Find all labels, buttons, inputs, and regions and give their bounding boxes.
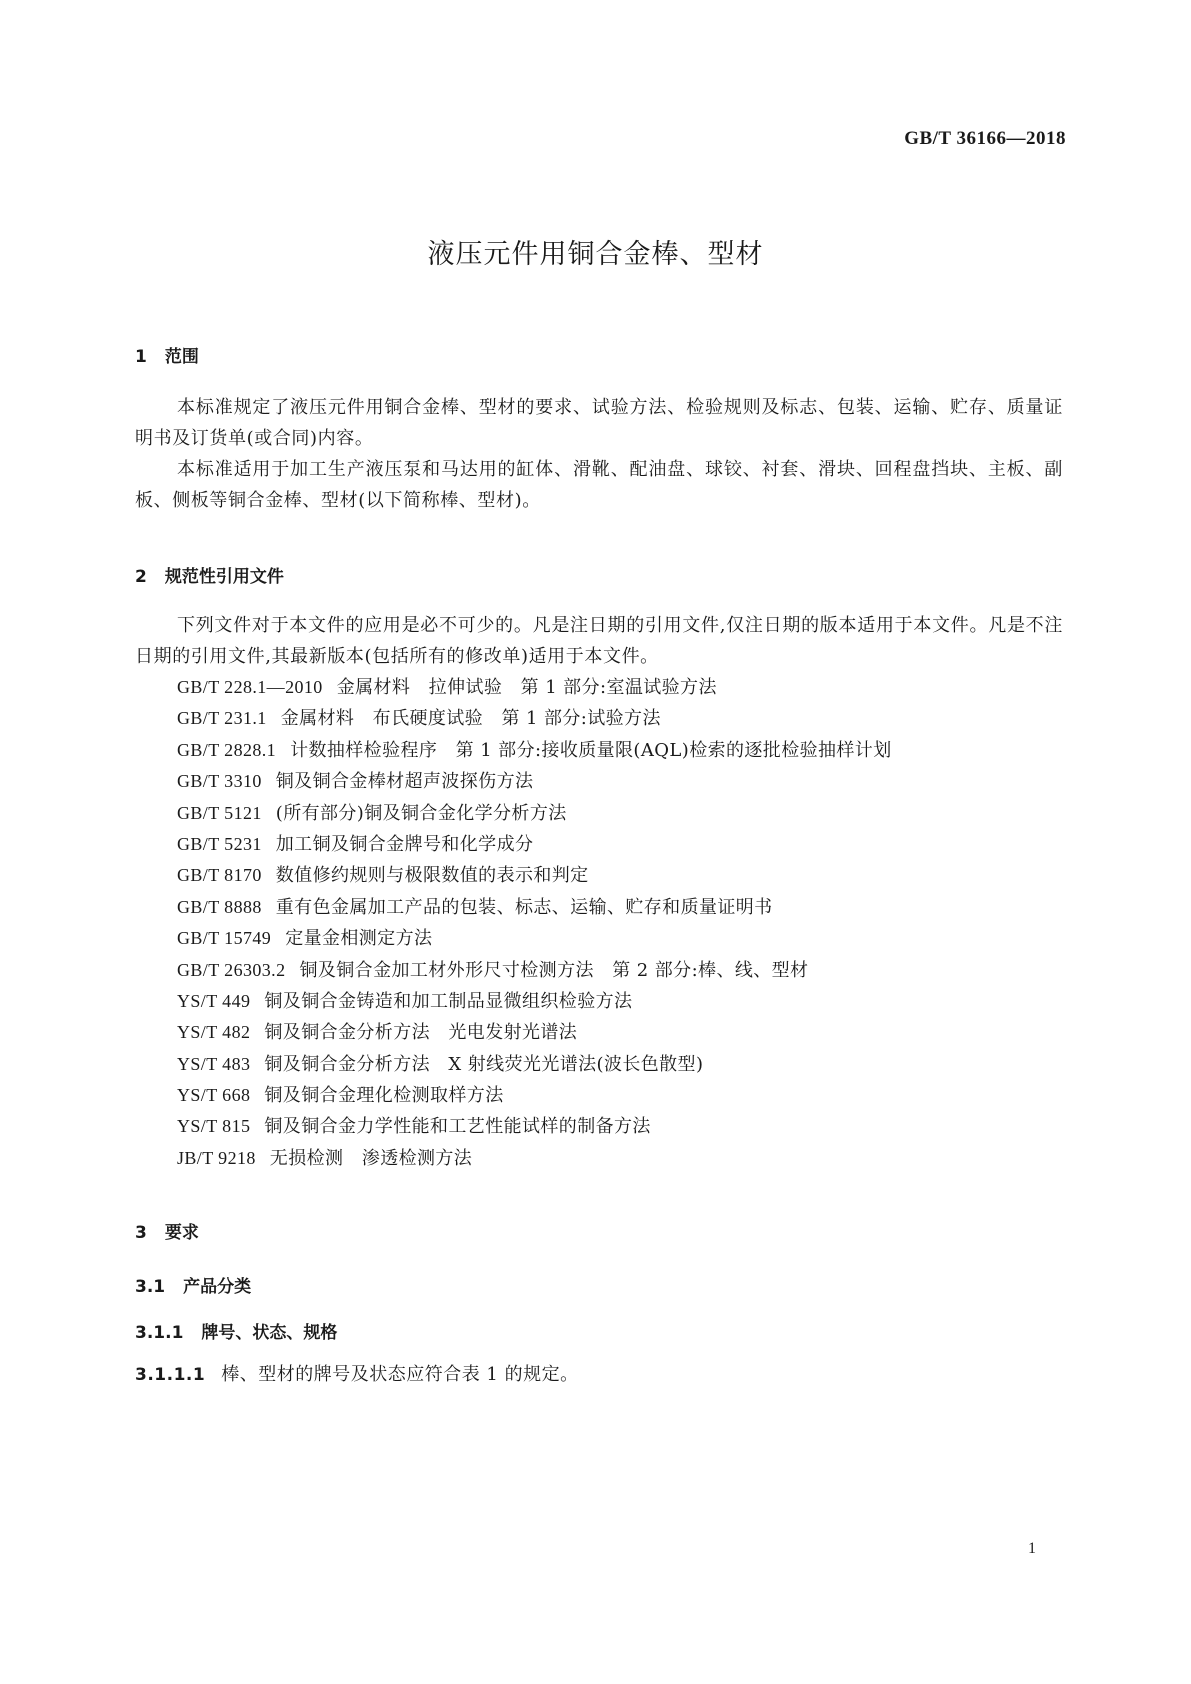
reference-item	[177, 703, 892, 734]
reference-item	[177, 955, 892, 986]
reference-code: YS/T 815	[177, 1116, 251, 1137]
reference-title: 铜及铜合金分析方法 X 射线荧光光谱法(波长色散型)	[264, 1053, 704, 1075]
reference-item	[177, 766, 892, 797]
reference-item	[177, 798, 892, 829]
reference-item	[177, 829, 892, 860]
subsection-heading-grade-temper-spec	[135, 1318, 337, 1343]
reference-title: 铜及铜合金棒材超声波探伤方法	[275, 771, 534, 793]
reference-title: 金属材料 布氏硬度试验 第 1 部分:试验方法	[280, 708, 661, 730]
reference-item	[177, 860, 892, 891]
reference-code: YS/T 482	[177, 1022, 251, 1043]
reference-item	[177, 1080, 892, 1111]
reference-code: GB/T 5231	[177, 833, 262, 854]
reference-code: YS/T 449	[177, 990, 251, 1011]
reference-title: 加工铜及铜合金牌号和化学成分	[275, 833, 534, 855]
reference-title: 无损检测 渗透检测方法	[269, 1147, 473, 1169]
reference-title: (所有部分)铜及铜合金化学分析方法	[275, 802, 567, 824]
section-heading-normative-refs	[135, 562, 284, 587]
reference-code: GB/T 3310	[177, 771, 262, 792]
section-title: 要求	[164, 1223, 199, 1243]
subsection-title: 牌号、状态、规格	[201, 1323, 338, 1343]
document-title: 液压元件用铜合金棒、型材	[427, 239, 764, 270]
reference-title: 计数抽样检验程序 第 1 部分:接收质量限(AQL)检索的逐批检验抽样计划	[290, 739, 892, 761]
standard-code: GB/T 36166—2018	[904, 128, 1066, 149]
section-number: 3	[135, 1223, 147, 1243]
subsection-number: 3.1	[135, 1277, 166, 1297]
reference-title: 铜及铜合金力学性能和工艺性能试样的制备方法	[264, 1116, 651, 1138]
reference-code: GB/T 5121	[177, 802, 262, 823]
clause-number: 3.1.1.1	[135, 1365, 206, 1385]
reference-item	[177, 1111, 892, 1142]
reference-title: 铜及铜合金铸造和加工制品显微组织检验方法	[264, 990, 633, 1012]
reference-code: GB/T 26303.2	[177, 959, 286, 980]
reference-code: GB/T 15749	[177, 928, 272, 949]
reference-title: 金属材料 拉伸试验 第 1 部分:室温试验方法	[336, 677, 717, 698]
reference-title: 铜及铜合金加工材外形尺寸检测方法 第 2 部分:棒、线、型材	[299, 959, 809, 981]
scope-paragraph-1: 本标准规定了液压元件用铜合金棒、型材的要求、试验方法、检验规则及标志、包装、运输、贮存、质量证明书及订货单(或合同)内容。	[135, 397, 1063, 449]
section-heading-requirements	[135, 1218, 199, 1243]
scope-paragraph-2: 本标准适用于加工生产液压泵和马达用的缸体、滑靴、配油盘、球铰、衬套、滑块、回程盘挡块、主板、副板、侧板等铜合金棒、型材(以下简称棒、型材)。	[135, 459, 1063, 511]
reference-title: 数值修约规则与极限数值的表示和判定	[275, 865, 589, 887]
reference-title: 铜及铜合金分析方法 光电发射光谱法	[264, 1022, 578, 1044]
normative-refs-intro: 下列文件对于本文件的应用是必不可少的。凡是注日期的引用文件,仅注日期的版本适用于本文件。凡是不注日期的引用文件,其最新版本(包括所有的修改单)适用于本文件。	[135, 615, 1063, 667]
reference-item	[177, 986, 892, 1017]
reference-title: 铜及铜合金理化检测取样方法	[264, 1085, 504, 1107]
reference-code: JB/T 9218	[177, 1147, 256, 1168]
section-heading-scope	[135, 342, 199, 367]
reference-code: GB/T 8170	[177, 865, 262, 886]
section-title: 规范性引用文件	[164, 567, 284, 587]
section-number: 1	[135, 347, 147, 367]
reference-code: GB/T 228.1—2010	[177, 677, 323, 697]
subsection-heading-product-classification	[135, 1272, 251, 1297]
reference-code: GB/T 8888	[177, 896, 262, 917]
reference-item	[177, 1143, 892, 1174]
subsection-number: 3.1.1	[135, 1323, 184, 1343]
reference-item	[177, 1017, 892, 1048]
section-number: 2	[135, 567, 147, 587]
reference-item	[177, 672, 892, 703]
reference-title: 定量金相测定方法	[285, 928, 433, 950]
reference-list	[177, 672, 892, 1174]
reference-item	[177, 923, 892, 954]
reference-item	[177, 735, 892, 766]
clause-3-1-1-1	[135, 1360, 579, 1386]
reference-code: YS/T 668	[177, 1085, 251, 1106]
reference-title: 重有色金属加工产品的包装、标志、运输、贮存和质量证明书	[275, 896, 773, 918]
subsection-title: 产品分类	[183, 1277, 252, 1297]
reference-code: YS/T 483	[177, 1053, 251, 1074]
reference-item	[177, 892, 892, 923]
reference-code: GB/T 231.1	[177, 708, 267, 729]
section-title: 范围	[164, 347, 199, 367]
clause-text: 棒、型材的牌号及状态应符合表 1 的规定。	[221, 1364, 579, 1385]
reference-code: GB/T 2828.1	[177, 739, 277, 760]
reference-item	[177, 1049, 892, 1080]
page-number: 1	[1028, 1540, 1036, 1557]
